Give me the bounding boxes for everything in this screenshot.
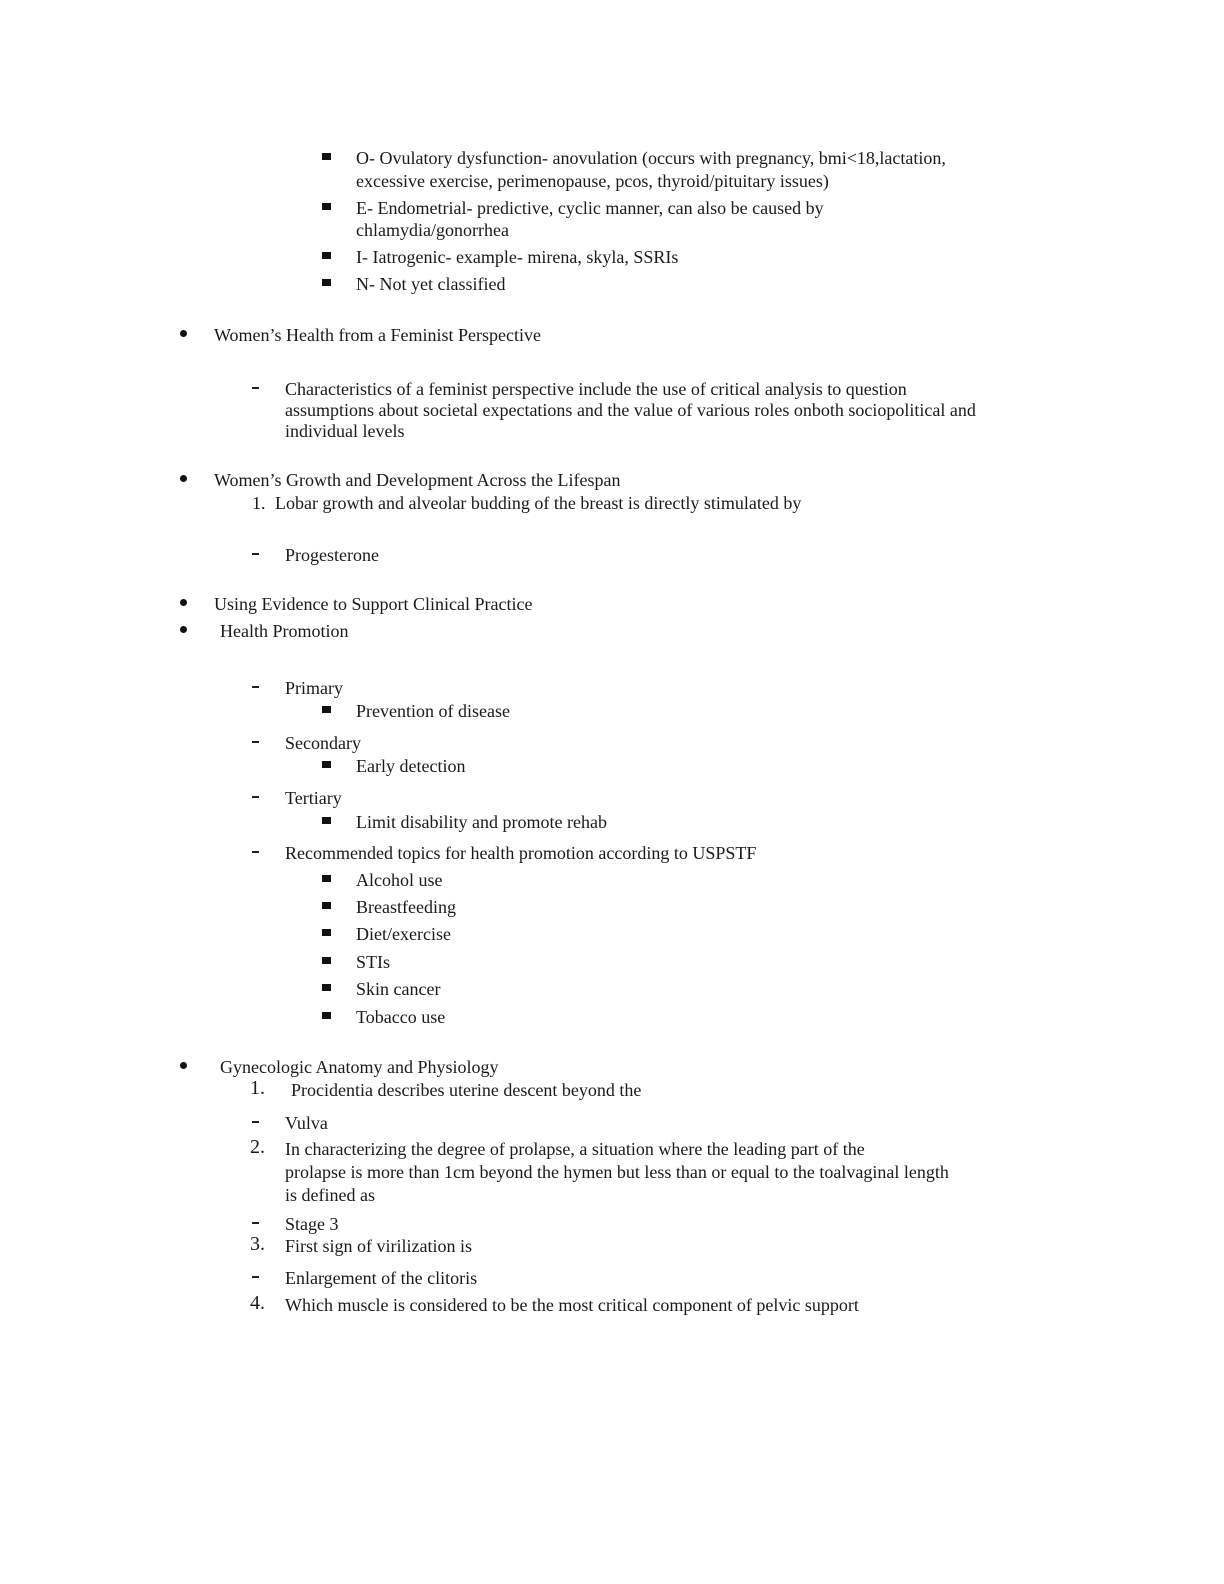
list-item-endometrial-line1: E- Endometrial- predictive, cyclic manner, can also be caused by [356,198,824,218]
dash-bullet-icon [252,1276,259,1278]
section-heading-anatomy: Gynecologic Anatomy and Physiology [220,1057,499,1077]
list-item-iatrogenic: I- Iatrogenic- example- mirena, skyla, SSRIs [356,247,679,267]
section-heading-evidence: Using Evidence to Support Clinical Practice [214,594,533,614]
topic-item: Diet/exercise [356,924,451,944]
square-bullet-icon [322,279,331,286]
dash-bullet-icon [252,387,259,389]
dash-bullet-icon [252,553,259,555]
square-bullet-icon [322,984,331,991]
feminist-detail-line3: individual levels [285,421,405,441]
round-bullet-icon [180,626,187,633]
dash-bullet-icon [252,796,259,798]
dash-bullet-icon [252,1222,259,1224]
question-number: 4. [250,1292,265,1314]
level-tertiary-label: Tertiary [285,788,342,808]
anatomy-question-3: First sign of virilization is [285,1236,472,1256]
level-tertiary-detail: Limit disability and promote rehab [356,812,607,832]
square-bullet-icon [322,153,331,160]
square-bullet-icon [322,252,331,259]
anatomy-question-2-line1: In characterizing the degree of prolapse, a situation where the leading part of the [285,1139,865,1159]
topic-item: STIs [356,952,391,972]
section-heading-health-promotion: Health Promotion [220,621,349,641]
growth-question: Lobar growth and alveolar budding of the breast is directly stimulated by [275,493,802,513]
dash-bullet-icon [252,1121,259,1123]
topics-label: Recommended topics for health promotion according to USPSTF [285,843,757,863]
anatomy-answer-1: Vulva [285,1113,328,1133]
anatomy-answer-3: Enlargement of the clitoris [285,1268,478,1288]
square-bullet-icon [322,817,331,824]
question-number: 1. [250,1077,265,1099]
round-bullet-icon [180,599,187,606]
topic-item: Skin cancer [356,979,441,999]
square-bullet-icon [322,761,331,768]
round-bullet-icon [180,1062,187,1069]
square-bullet-icon [322,957,331,964]
round-bullet-icon [180,330,187,337]
anatomy-question-2-line2: prolapse is more than 1cm beyond the hymen but less than or equal to the toalvaginal length [285,1162,949,1182]
anatomy-question-4: Which muscle is considered to be the most critical component of pelvic support [285,1295,859,1315]
section-heading-feminist: Women’s Health from a Feminist Perspective [214,325,541,345]
question-number: 3. [250,1233,265,1255]
growth-answer: Progesterone [285,545,379,565]
square-bullet-icon [322,902,331,909]
level-secondary-detail: Early detection [356,756,466,776]
anatomy-question-1: Procidentia describes uterine descent beyond the [291,1080,642,1100]
question-number: 1. [252,493,266,513]
level-primary-detail: Prevention of disease [356,701,510,721]
dash-bullet-icon [252,851,259,853]
section-heading-growth: Women’s Growth and Development Across the Lifespan [214,470,621,490]
square-bullet-icon [322,203,331,210]
list-item-not-classified: N- Not yet classified [356,274,506,294]
level-secondary-label: Secondary [285,733,361,753]
square-bullet-icon [322,1012,331,1019]
square-bullet-icon [322,875,331,882]
list-item-endometrial-line2: chlamydia/gonorrhea [356,220,509,240]
anatomy-question-2-line3: is defined as [285,1185,375,1205]
round-bullet-icon [180,475,187,482]
square-bullet-icon [322,706,331,713]
dash-bullet-icon [252,741,259,743]
feminist-detail-line1: Characteristics of a feminist perspective include the use of critical analysis to question [285,379,907,399]
dash-bullet-icon [252,686,259,688]
question-number: 2. [250,1136,265,1158]
topic-item: Tobacco use [356,1007,446,1027]
topic-item: Breastfeeding [356,897,456,917]
feminist-detail-line2: assumptions about societal expectations and the value of various roles onboth sociopolitical and [285,400,976,420]
anatomy-answer-2: Stage 3 [285,1214,339,1234]
list-item-ovulatory-line2: excessive exercise, perimenopause, pcos, thyroid/pituitary issues) [356,171,829,191]
list-item-ovulatory-line1: O- Ovulatory dysfunction- anovulation (occurs with pregnancy, bmi<18,lactation, [356,148,946,168]
level-primary-label: Primary [285,678,343,698]
topic-item: Alcohol use [356,870,443,890]
square-bullet-icon [322,929,331,936]
